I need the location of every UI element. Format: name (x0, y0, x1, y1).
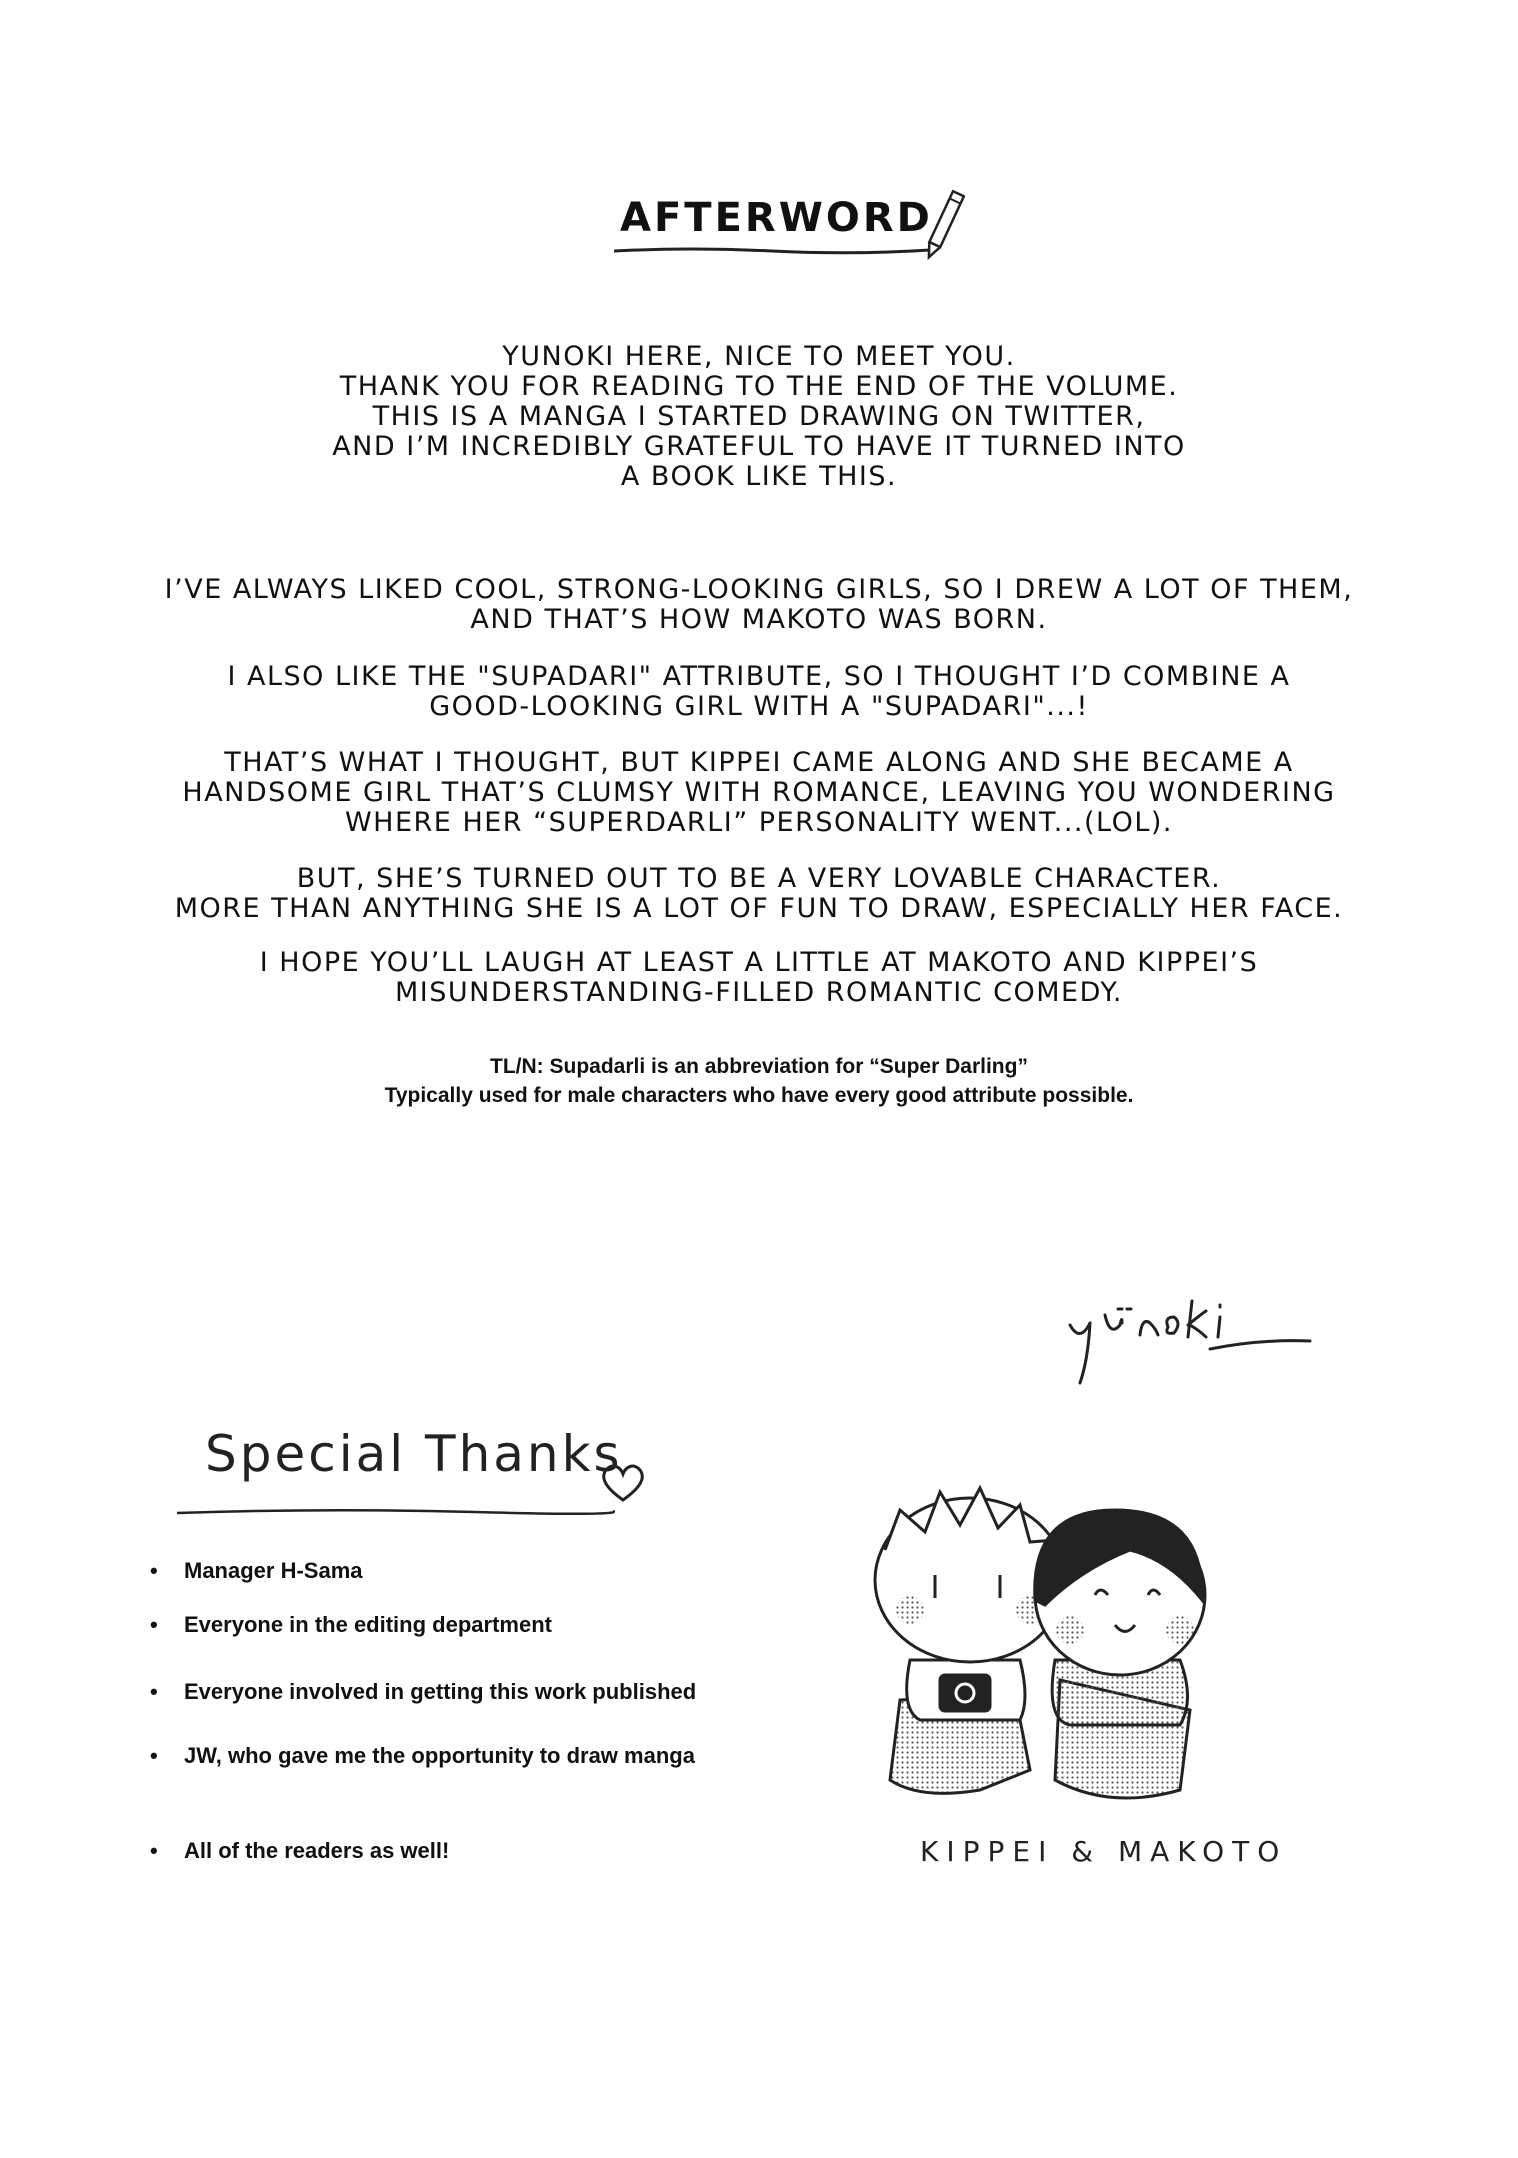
intro-line: THANK YOU FOR READING TO THE END OF THE VOLUME. (339, 371, 1179, 402)
afterword-title: AFTERWORD (620, 195, 933, 241)
heart-icon (598, 1460, 648, 1506)
pencil-icon (925, 185, 965, 265)
thanks-item-label: Everyone in the editing department (184, 1612, 552, 1637)
bullet-icon: • (150, 1838, 158, 1863)
title-underline (612, 245, 932, 257)
intro-line: AND I’M INCREDIBLY GRATEFUL TO HAVE IT TURNED INTO (332, 431, 1186, 462)
intro-line: YUNOKI HERE, NICE TO MEET YOU. (502, 341, 1016, 372)
paragraph-line: I ALSO LIKE THE "SUPADARI" ATTRIBUTE, SO I THOUGHT I’D COMBINE A (227, 661, 1291, 692)
paragraph-line: MORE THAN ANYTHING SHE IS A LOT OF FUN TO DRAW, ESPECIALLY HER FACE. (174, 893, 1344, 924)
afterword-paragraph (150, 575, 1368, 635)
paragraph-line: I HOPE YOU’LL LAUGH AT LEAST A LITTLE AT MAKOTO AND KIPPEI’S (259, 947, 1259, 978)
translator-note (150, 1052, 1368, 1110)
afterword-paragraph (150, 864, 1368, 924)
paragraph-line: THAT’S WHAT I THOUGHT, BUT KIPPEI CAME ALONG AND SHE BECAME A (224, 747, 1294, 778)
paragraph-line: I’VE ALWAYS LIKED COOL, STRONG-LOOKING GIRLS, SO I DREW A LOT OF THEM, (164, 574, 1354, 605)
makoto-figure (1035, 1510, 1205, 1798)
paragraph-line: GOOD-LOOKING GIRL WITH A "SUPADARI"...! (429, 691, 1089, 722)
thanks-item-label: Everyone involved in getting this work published (184, 1679, 697, 1704)
afterword-paragraph (150, 948, 1368, 1008)
bullet-icon: • (150, 1679, 158, 1704)
thanks-item-label: All of the readers as well! (184, 1838, 450, 1863)
kippei-figure (875, 1488, 1065, 1793)
afterword-paragraph (150, 748, 1368, 838)
special-thanks-title: Special Thanks (205, 1425, 623, 1483)
signature (1060, 1265, 1320, 1395)
paragraph-line: MISUNDERSTANDING-FILLED ROMANTIC COMEDY. (394, 977, 1124, 1008)
afterword-paragraph (150, 662, 1368, 722)
title-underline (175, 1505, 615, 1519)
paragraph-line: HANDSOME GIRL THAT’S CLUMSY WITH ROMANCE, LEAVING YOU WONDERING (182, 777, 1336, 808)
chibi-illustration (830, 1470, 1330, 1830)
paragraph-line: WHERE HER “SUPERDARLI” PERSONALITY WENT...(LOL). (344, 807, 1174, 838)
tl-note-line: Typically used for male characters who have every good attribute possible. (384, 1084, 1134, 1107)
paragraph-line: BUT, SHE’S TURNED OUT TO BE A VERY LOVABLE CHARACTER. (296, 863, 1222, 894)
bullet-icon: • (150, 1743, 158, 1768)
illustration-caption: KIPPEI & MAKOTO (920, 1835, 1288, 1868)
tl-note-line: TL/N: Supadarli is an abbreviation for “Super Darling” (490, 1055, 1028, 1078)
thanks-item-label: JW, who gave me the opportunity to draw manga (184, 1743, 695, 1768)
thanks-item-label: Manager H-Sama (184, 1558, 363, 1583)
bullet-icon: • (150, 1612, 158, 1637)
bullet-icon: • (150, 1558, 158, 1583)
paragraph-line: AND THAT’S HOW MAKOTO WAS BORN. (470, 604, 1048, 635)
intro-line: THIS IS A MANGA I STARTED DRAWING ON TWITTER, (372, 401, 1146, 432)
intro-line: A BOOK LIKE THIS. (620, 461, 898, 492)
afterword-intro (150, 342, 1368, 492)
